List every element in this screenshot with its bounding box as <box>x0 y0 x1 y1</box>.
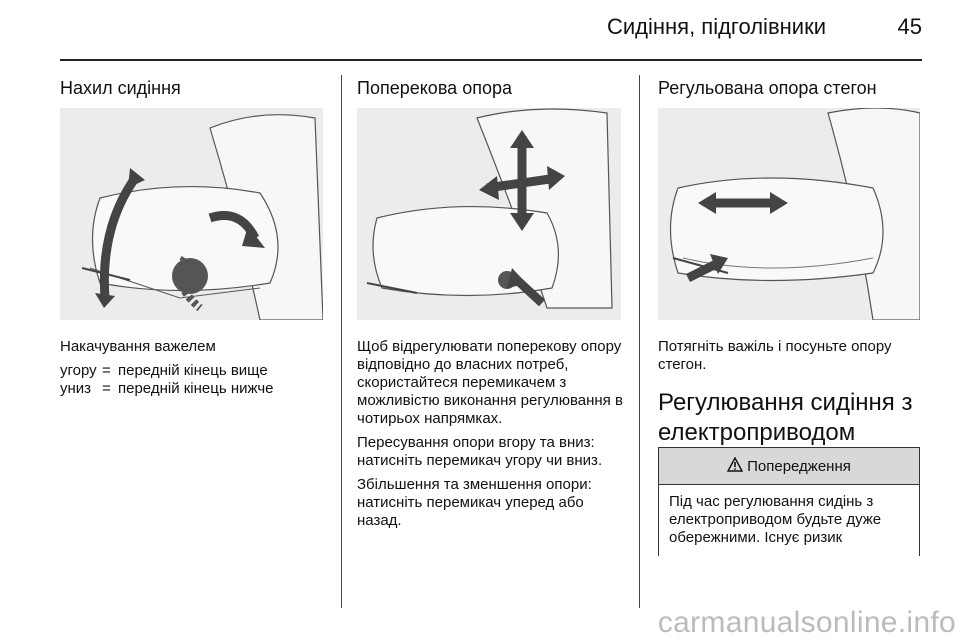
header-title: Сидіння, підголівники <box>606 14 826 39</box>
warning-box <box>658 447 920 556</box>
column-divider <box>639 75 640 608</box>
seat-tilt-text <box>60 338 330 398</box>
thigh-support-illustration <box>658 108 920 320</box>
definition-value: передній кінець нижче <box>118 380 274 397</box>
section-heading: Регульована опора стегон <box>658 78 877 98</box>
paragraph: Збільшення та зменшення опори: натисніть перемикач уперед або назад. <box>357 476 592 529</box>
section-heading: Нахил сидіння <box>60 78 181 98</box>
definition-sep: = <box>102 362 111 379</box>
definition-sep: = <box>102 380 111 397</box>
definition-row <box>60 380 330 398</box>
page-header <box>60 0 922 62</box>
definition-list <box>60 362 330 398</box>
warning-header <box>659 448 919 485</box>
paragraph: Щоб відрегулювати поперекову опору відповідно до власних потреб, скористайтеся перемикачем з можливістю виконання регулювання в чотирьох напрямках. <box>357 338 623 427</box>
page-number: 45 <box>897 14 922 39</box>
watermark: carmanualsonline.info <box>657 606 956 639</box>
definition-value: передній кінець вище <box>118 362 268 379</box>
seat-tilt-illustration <box>60 108 323 320</box>
definition-row <box>60 362 330 380</box>
definition-term: угору <box>60 362 97 379</box>
section-title <box>658 388 920 448</box>
caption: Накачування важелем <box>60 338 216 355</box>
warning-title: Попередження <box>747 457 851 475</box>
column-lumbar <box>357 78 627 99</box>
thigh-support-text <box>658 338 920 374</box>
lumbar-text <box>357 338 629 530</box>
column-seat-tilt <box>60 78 330 99</box>
paragraph: Пересування опори вгору та вниз: натисніть перемикач угору чи вниз. <box>357 434 603 469</box>
warning-triangle-icon <box>727 457 743 476</box>
column-divider <box>341 75 342 608</box>
definition-term: униз <box>60 380 92 397</box>
column-thigh-support <box>658 78 928 99</box>
paragraph: Потягніть важіль і посуньте опору стегон. <box>658 338 892 373</box>
lumbar-illustration <box>357 108 621 320</box>
section-heading: Поперекова опора <box>357 78 512 98</box>
warning-text: Під час регулювання сидінь з електроприводом будьте дуже обережними. Існує ризик <box>669 493 882 546</box>
header-rule <box>60 59 922 61</box>
section-title-text: Регулювання сидіння з електроприводом <box>658 389 913 446</box>
